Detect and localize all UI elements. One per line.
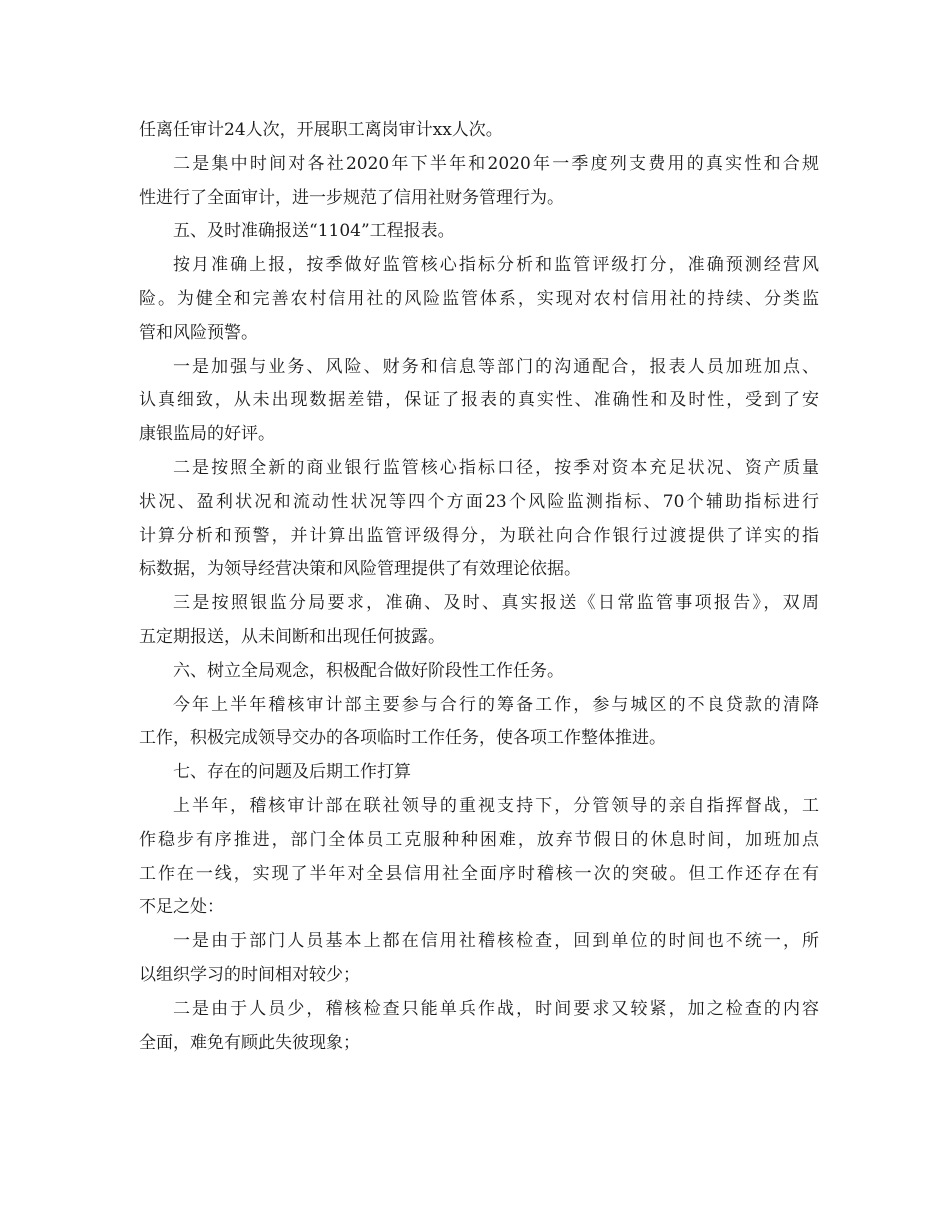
text-line: 七、存在的问题及后期工作打算 — [173, 762, 411, 783]
text-line: 二是集中时间对各社2020年下半年和2020年一季度列支费用的真实性和合规 — [173, 153, 819, 174]
text-line: 全面，难免有顾此失彼现象； — [139, 1032, 360, 1053]
document-body — [139, 114, 819, 1060]
text-line: 不足之处： — [139, 897, 224, 918]
text-line: 性进行了全面审计，进一步规范了信用社财务管理行为。 — [139, 187, 564, 208]
text-line: 计算分析和预警，并计算出监管评级得分，为联社向合作银行过渡提供了详实的指 — [139, 525, 819, 546]
text-line: 管和风险预警。 — [139, 322, 258, 343]
text-line: 标数据，为领导经营决策和风险管理提供了有效理论依据。 — [139, 559, 581, 580]
text-line: 按月准确上报，按季做好监管核心指标分析和监管评级打分，准确预测经营风 — [173, 255, 819, 276]
text-line: 二是按照全新的商业银行监管核心指标口径，按季对资本充足状况、资产质量 — [173, 457, 819, 478]
text-line: 认真细致，从未出现数据差错，保证了报表的真实性、准确性和及时性，受到了安 — [139, 390, 819, 411]
text-line: 一是由于部门人员基本上都在信用社稽核检查，回到单位的时间也不统一，所 — [173, 931, 819, 952]
text-line: 险。为健全和完善农村信用社的风险监管体系，实现对农村信用社的持续、分类监 — [139, 288, 819, 309]
text-line: 一是加强与业务、风险、财务和信息等部门的沟通配合，报表人员加班加点、 — [173, 356, 819, 377]
text-line: 工作，积极完成领导交办的各项临时工作任务，使各项工作整体推进。 — [139, 728, 666, 749]
text-line: 工作在一线，实现了半年对全县信用社全面序时稽核一次的突破。但工作还存在有 — [139, 863, 819, 884]
text-line: 五定期报送，从未间断和出现任何披露。 — [139, 626, 445, 647]
text-line: 任离任审计24人次，开展职工离岗审计xx人次。 — [139, 120, 503, 140]
text-line: 二是由于人员少，稽核检查只能单兵作战，时间要求又较紧，加之检查的内容 — [173, 998, 819, 1019]
text-line: 康银监局的好评。 — [139, 424, 275, 445]
text-line: 以组织学习的时间相对较少； — [139, 964, 360, 985]
text-line: 今年上半年稽核审计部主要参与合行的筹备工作，参与城区的不良贷款的清降 — [173, 694, 819, 715]
text-line: 五、及时准确报送“1104”工程报表。 — [173, 221, 455, 242]
text-line: 六、树立全局观念，积极配合做好阶段性工作任务。 — [173, 660, 564, 681]
text-line: 状况、盈利状况和流动性状况等四个方面23个风险监测指标、70个辅助指标进行 — [139, 491, 819, 512]
text-line: 上半年，稽核审计部在联社领导的重视支持下，分管领导的亲自指挥督战，工 — [173, 795, 819, 816]
text-line: 三是按照银监分局要求，准确、及时、真实报送《日常监管事项报告》，双周 — [173, 593, 819, 614]
text-line: 作稳步有序推进，部门全体员工克服种种困难，放弃节假日的休息时间，加班加点 — [139, 829, 819, 850]
